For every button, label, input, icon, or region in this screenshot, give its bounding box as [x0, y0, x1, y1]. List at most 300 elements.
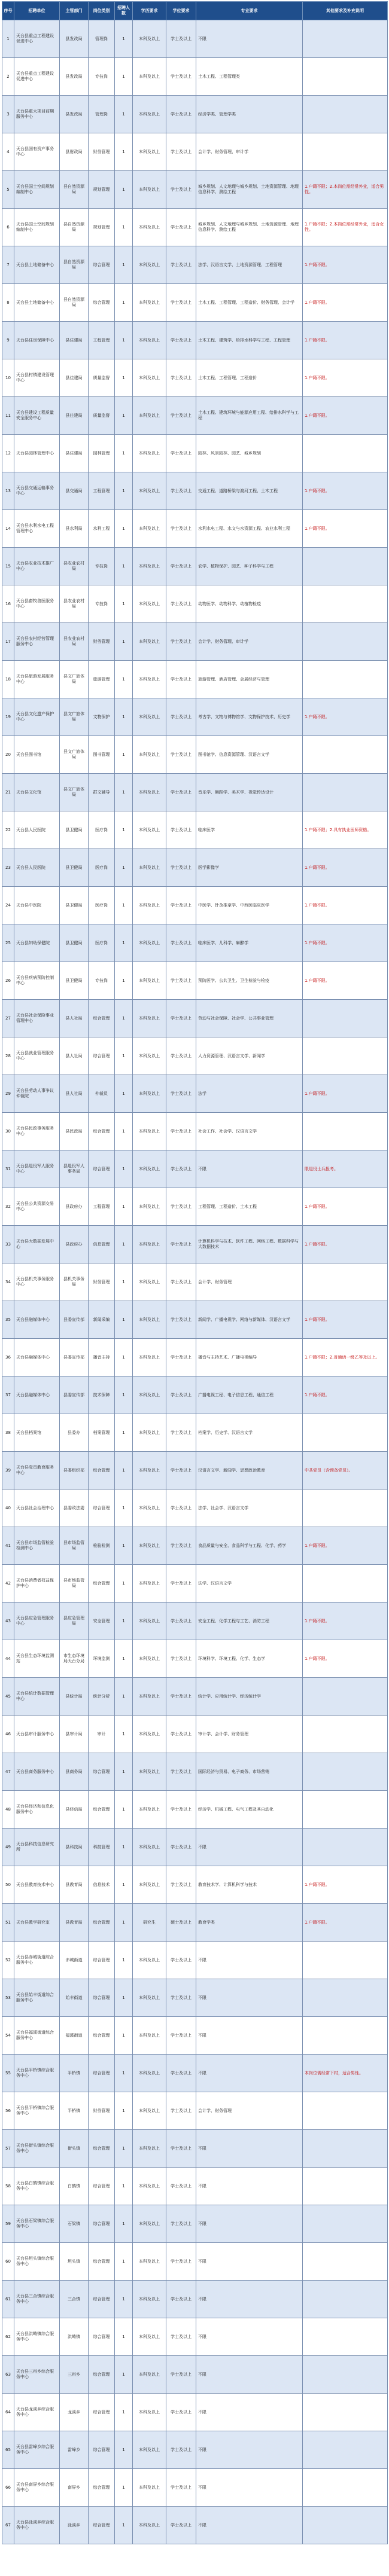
cell-dept: 县卫健局 — [60, 811, 89, 849]
cell-dept: 县人社局 — [60, 1075, 89, 1113]
cell-other: 1.户籍不限。 — [303, 510, 388, 548]
cell-degree: 学士及以上 — [166, 2092, 196, 2130]
cell-no: 25 — [2, 924, 14, 962]
cell-no: 4 — [2, 133, 14, 171]
cell-major: 法学、社会学、汉语言文学 — [196, 1490, 303, 1527]
cell-no: 26 — [2, 962, 14, 1000]
cell-major: 会计学、财务管理、审计学 — [196, 133, 303, 171]
cell-dept: 洪畴镇 — [60, 2318, 89, 2356]
cell-other: 中共党员（含预备党员）。 — [303, 1452, 388, 1490]
cell-unit: 天台县人民医院 — [14, 811, 60, 849]
cell-dept: 坦头镇 — [60, 2243, 89, 2281]
cell-unit: 天台县三州乡综合服务中心 — [14, 2356, 60, 2394]
cell-major: 教育学类 — [196, 1904, 303, 1942]
cell-count: 1 — [115, 887, 133, 924]
cell-dept: 泳溪乡 — [60, 2507, 89, 2544]
header-education: 学历要求 — [133, 2, 166, 20]
cell-category: 综合管理 — [89, 246, 115, 284]
cell-no: 46 — [2, 1716, 14, 1753]
cell-count: 1 — [115, 585, 133, 623]
table-row — [2, 1037, 388, 1075]
cell-dept: 县交通局 — [60, 472, 89, 510]
cell-education: 本科及以上 — [133, 1942, 166, 1979]
cell-dept: 县统计局 — [60, 1678, 89, 1716]
cell-major: 不限 — [196, 2168, 303, 2205]
cell-no: 59 — [2, 2205, 14, 2243]
cell-degree: 学士及以上 — [166, 1829, 196, 1866]
cell-other — [303, 2469, 388, 2507]
cell-unit: 天台县土地储备中心 — [14, 284, 60, 322]
cell-degree: 学士及以上 — [166, 1452, 196, 1490]
cell-education: 本科及以上 — [133, 2356, 166, 2394]
header-dept: 主管部门 — [60, 2, 89, 20]
cell-major: 土木工程、工程管理类 — [196, 58, 303, 96]
cell-degree: 学士及以上 — [166, 2356, 196, 2394]
header-major: 专业要求 — [196, 2, 303, 20]
table-row — [2, 1414, 388, 1452]
cell-unit: 天台县图书馆 — [14, 736, 60, 774]
cell-degree: 学士及以上 — [166, 1791, 196, 1829]
table-row — [2, 58, 388, 96]
cell-dept: 县委组织部 — [60, 1452, 89, 1490]
cell-major: 教育技术学、计算机科学与技术 — [196, 1866, 303, 1904]
cell-education: 本科及以上 — [133, 1037, 166, 1075]
cell-dept: 县政府办 — [60, 1226, 89, 1263]
table-row — [2, 1301, 388, 1339]
cell-major: 医学影像学 — [196, 849, 303, 887]
cell-other: 1.户籍不限。 — [303, 1188, 388, 1226]
cell-count: 1 — [115, 661, 133, 698]
cell-major: 不限 — [196, 2318, 303, 2356]
cell-no: 43 — [2, 1603, 14, 1640]
cell-dept: 县委办 — [60, 1414, 89, 1452]
table-row — [2, 887, 388, 924]
cell-other — [303, 2205, 388, 2243]
cell-no: 38 — [2, 1414, 14, 1452]
cell-degree: 学士及以上 — [166, 2055, 196, 2092]
cell-degree: 学士及以上 — [166, 20, 196, 58]
cell-major: 城乡规划、人文地理与城乡规划、土地资源管理、地理信息科学、测绘工程 — [196, 209, 303, 246]
cell-no: 22 — [2, 811, 14, 849]
cell-no: 67 — [2, 2507, 14, 2544]
cell-no: 31 — [2, 1150, 14, 1188]
table-row — [2, 1678, 388, 1716]
cell-degree: 学士及以上 — [166, 171, 196, 209]
cell-count: 1 — [115, 397, 133, 435]
cell-count: 1 — [115, 209, 133, 246]
cell-unit: 天台县教学研究室 — [14, 1904, 60, 1942]
cell-major: 不限 — [196, 2205, 303, 2243]
table-row — [2, 2130, 388, 2168]
cell-unit: 天台县平桥镇综合服务中心 — [14, 2092, 60, 2130]
cell-category: 检验检测 — [89, 1527, 115, 1565]
table-row — [2, 1000, 388, 1037]
cell-dept: 县民政局 — [60, 1113, 89, 1150]
cell-major: 食品质量与安全、食品科学与工程、化学、药学 — [196, 1527, 303, 1565]
cell-degree: 学士及以上 — [166, 2243, 196, 2281]
cell-unit: 天台县消费者权益保护中心 — [14, 1565, 60, 1603]
cell-count: 1 — [115, 2017, 133, 2055]
cell-major: 交通工程、道路桥梁与渡河工程、土木工程 — [196, 472, 303, 510]
cell-education: 本科及以上 — [133, 962, 166, 1000]
cell-major: 劳动与社会保障、社会学、公共事业管理 — [196, 1000, 303, 1037]
cell-unit: 天台县党员教育服务中心 — [14, 1452, 60, 1490]
cell-major: 审计学、会计学、财务管理 — [196, 1716, 303, 1753]
cell-education: 本科及以上 — [133, 698, 166, 736]
cell-major: 不限 — [196, 1979, 303, 2017]
table-row — [2, 96, 388, 133]
cell-count: 1 — [115, 510, 133, 548]
cell-other — [303, 2356, 388, 2394]
cell-category: 综合管理 — [89, 2055, 115, 2092]
cell-major: 法学、汉语言文学、土地资源管理、工程管理 — [196, 246, 303, 284]
cell-unit: 天台县泳溪乡综合服务中心 — [14, 2507, 60, 2544]
cell-major: 不限 — [196, 1829, 303, 1866]
table-row — [2, 2318, 388, 2356]
cell-count: 1 — [115, 623, 133, 661]
cell-other — [303, 548, 388, 585]
cell-other: 1.户籍不限；2.具有执业医师资格。 — [303, 811, 388, 849]
cell-other — [303, 1414, 388, 1452]
cell-no: 53 — [2, 1979, 14, 2017]
cell-major: 不限 — [196, 2055, 303, 2092]
cell-degree: 学士及以上 — [166, 1716, 196, 1753]
cell-unit: 天台县龙溪乡综合服务中心 — [14, 2394, 60, 2431]
cell-category: 财务管理 — [89, 1263, 115, 1301]
table-row — [2, 1603, 388, 1640]
cell-other — [303, 2318, 388, 2356]
cell-other — [303, 1942, 388, 1979]
cell-dept: 县文广旅体局 — [60, 698, 89, 736]
cell-unit: 天台县经济和信息化服务中心 — [14, 1791, 60, 1829]
table-row — [2, 2507, 388, 2544]
cell-dept: 白鹤镇 — [60, 2168, 89, 2205]
cell-other: 1.户籍不限。 — [303, 1603, 388, 1640]
cell-count: 1 — [115, 1301, 133, 1339]
table-row — [2, 2243, 388, 2281]
header-category: 岗位类别 — [89, 2, 115, 20]
cell-category: 群文辅导 — [89, 774, 115, 811]
cell-count: 1 — [115, 1263, 133, 1301]
table-row — [2, 1113, 388, 1150]
table-row — [2, 1226, 388, 1263]
cell-dept: 平桥镇 — [60, 2092, 89, 2130]
cell-category: 综合管理 — [89, 2431, 115, 2469]
cell-education: 本科及以上 — [133, 2168, 166, 2205]
table-row — [2, 284, 388, 322]
cell-count: 1 — [115, 2092, 133, 2130]
cell-category: 水利工程 — [89, 510, 115, 548]
cell-education: 本科及以上 — [133, 811, 166, 849]
cell-category: 综合管理 — [89, 1452, 115, 1490]
cell-no: 58 — [2, 2168, 14, 2205]
cell-count: 1 — [115, 2469, 133, 2507]
cell-degree: 学士及以上 — [166, 1226, 196, 1263]
cell-education: 本科及以上 — [133, 2243, 166, 2281]
cell-dept: 县住建局 — [60, 359, 89, 397]
cell-unit: 天台县融媒体中心 — [14, 1376, 60, 1414]
cell-no: 30 — [2, 1113, 14, 1150]
cell-major: 预防医学、公共卫生、卫生检验与检疫 — [196, 962, 303, 1000]
cell-count: 1 — [115, 2055, 133, 2092]
cell-dept: 市生态环境局天台分局 — [60, 1640, 89, 1678]
cell-category: 综合管理 — [89, 2168, 115, 2205]
cell-dept: 县卫健局 — [60, 887, 89, 924]
cell-major: 不限 — [196, 2281, 303, 2318]
cell-unit: 天台县交通运输事务中心 — [14, 472, 60, 510]
cell-major: 临床医学 — [196, 811, 303, 849]
cell-major: 广播电视工程、电子信息工程、通信工程 — [196, 1376, 303, 1414]
cell-count: 1 — [115, 1452, 133, 1490]
cell-degree: 学士及以上 — [166, 2507, 196, 2544]
cell-count: 1 — [115, 2431, 133, 2469]
cell-degree: 学士及以上 — [166, 585, 196, 623]
table-row — [2, 435, 388, 472]
cell-education: 本科及以上 — [133, 774, 166, 811]
cell-count: 1 — [115, 96, 133, 133]
cell-major: 动物医学、动物科学、动植物检疫 — [196, 585, 303, 623]
cell-category: 综合管理 — [89, 2394, 115, 2431]
cell-major: 会计学、财务管理 — [196, 2092, 303, 2130]
cell-count: 1 — [115, 2356, 133, 2394]
cell-other: 1.户籍不限。 — [303, 849, 388, 887]
cell-education: 本科及以上 — [133, 623, 166, 661]
cell-category: 新闻采编 — [89, 1301, 115, 1339]
table-row — [2, 2356, 388, 2394]
cell-no: 45 — [2, 1678, 14, 1716]
cell-degree: 学士及以上 — [166, 1037, 196, 1075]
cell-count: 1 — [115, 1414, 133, 1452]
cell-education: 本科及以上 — [133, 887, 166, 924]
cell-no: 34 — [2, 1263, 14, 1301]
cell-unit: 天台县教育技术中心 — [14, 1866, 60, 1904]
cell-dept: 县退役军人事务局 — [60, 1150, 89, 1188]
cell-no: 61 — [2, 2281, 14, 2318]
cell-other — [303, 2092, 388, 2130]
cell-education: 本科及以上 — [133, 2394, 166, 2431]
cell-no: 57 — [2, 2130, 14, 2168]
cell-count: 1 — [115, 2318, 133, 2356]
cell-degree: 学士及以上 — [166, 435, 196, 472]
table-row — [2, 1716, 388, 1753]
cell-no: 12 — [2, 435, 14, 472]
cell-other: 1.户籍不限。 — [303, 322, 388, 359]
cell-education: 本科及以上 — [133, 2281, 166, 2318]
cell-unit: 天台县平桥镇综合服务中心 — [14, 2055, 60, 2092]
cell-major: 土木工程、建筑环境与能源应用工程、给排水科学与工程 — [196, 397, 303, 435]
cell-count: 1 — [115, 1640, 133, 1678]
cell-unit: 天台县建设工程质量安全服务中心 — [14, 397, 60, 435]
cell-count: 1 — [115, 811, 133, 849]
cell-degree: 学士及以上 — [166, 209, 196, 246]
cell-category: 安全管理 — [89, 1603, 115, 1640]
cell-dept: 县财政局 — [60, 133, 89, 171]
table-row — [2, 1753, 388, 1791]
table-row — [2, 736, 388, 774]
cell-unit: 天台县劳动人事争议仲裁院 — [14, 1075, 60, 1113]
cell-dept: 街头镇 — [60, 2130, 89, 2168]
cell-dept: 南屏乡 — [60, 2469, 89, 2507]
cell-degree: 学士及以上 — [166, 1490, 196, 1527]
cell-other — [303, 2017, 388, 2055]
table-row — [2, 1339, 388, 1376]
cell-other — [303, 96, 388, 133]
table-row — [2, 1150, 388, 1188]
table-row — [2, 246, 388, 284]
cell-degree: 学士及以上 — [166, 359, 196, 397]
cell-degree: 学士及以上 — [166, 2130, 196, 2168]
cell-no: 7 — [2, 246, 14, 284]
cell-dept: 县农业农村局 — [60, 548, 89, 585]
cell-major: 法学、汉语言文学 — [196, 1565, 303, 1603]
header-unit: 招聘单位 — [14, 2, 60, 20]
cell-education: 本科及以上 — [133, 1150, 166, 1188]
cell-count: 1 — [115, 58, 133, 96]
cell-category: 综合管理 — [89, 1979, 115, 2017]
cell-education: 本科及以上 — [133, 322, 166, 359]
cell-dept: 平桥镇 — [60, 2055, 89, 2092]
cell-dept: 县住建局 — [60, 322, 89, 359]
cell-unit: 天台县生态环境监测站 — [14, 1640, 60, 1678]
cell-category: 专技岗 — [89, 962, 115, 1000]
cell-no: 32 — [2, 1188, 14, 1226]
table-row — [2, 1640, 388, 1678]
table-row — [2, 397, 388, 435]
cell-unit: 天台县土地储备中心 — [14, 246, 60, 284]
cell-dept: 雷峰乡 — [60, 2431, 89, 2469]
cell-other: 1.户籍不限。 — [303, 924, 388, 962]
cell-category: 质量监督 — [89, 397, 115, 435]
cell-category: 仲裁员 — [89, 1075, 115, 1113]
cell-unit: 天台县民政事务服务中心 — [14, 1113, 60, 1150]
cell-dept: 三州乡 — [60, 2356, 89, 2394]
cell-category: 档案管理 — [89, 1414, 115, 1452]
table-row — [2, 2168, 388, 2205]
table-row — [2, 2431, 388, 2469]
cell-unit: 天台县农业技术推广中心 — [14, 548, 60, 585]
cell-unit: 天台县畜牧兽医服务中心 — [14, 585, 60, 623]
cell-major: 新闻学、广播电视学、网络与新媒体、汉语言文学 — [196, 1301, 303, 1339]
cell-education: 本科及以上 — [133, 472, 166, 510]
table-row — [2, 1263, 388, 1301]
cell-unit: 天台县档案馆 — [14, 1414, 60, 1452]
table-row — [2, 2205, 388, 2243]
cell-other: 1.户籍不限。 — [303, 1301, 388, 1339]
cell-category: 综合管理 — [89, 1565, 115, 1603]
cell-no: 37 — [2, 1376, 14, 1414]
cell-major: 音乐学、舞蹈学、美术学、视觉传达设计 — [196, 774, 303, 811]
cell-major: 不限 — [196, 2394, 303, 2431]
cell-dept: 县委政法委 — [60, 1490, 89, 1527]
cell-major: 不限 — [196, 2017, 303, 2055]
cell-category: 旅游管理 — [89, 661, 115, 698]
cell-no: 13 — [2, 472, 14, 510]
cell-major: 水利水电工程、水文与水资源工程、农业水利工程 — [196, 510, 303, 548]
cell-category: 环境监测 — [89, 1640, 115, 1678]
cell-no: 64 — [2, 2394, 14, 2431]
cell-degree: 硕士及以上 — [166, 1904, 196, 1942]
cell-category: 信息技术 — [89, 1866, 115, 1904]
cell-unit: 天台县始丰街道综合服务中心 — [14, 1979, 60, 2017]
cell-dept: 县卫健局 — [60, 849, 89, 887]
cell-degree: 学士及以上 — [166, 1188, 196, 1226]
cell-education: 本科及以上 — [133, 2431, 166, 2469]
cell-other: 1.户籍不限；2.普通话一级乙等及以上。 — [303, 1339, 388, 1376]
cell-dept: 县市场监管局 — [60, 1527, 89, 1565]
cell-degree: 学士及以上 — [166, 1150, 196, 1188]
cell-category: 综合管理 — [89, 1150, 115, 1188]
cell-unit: 天台县白鹤镇综合服务中心 — [14, 2168, 60, 2205]
cell-no: 29 — [2, 1075, 14, 1113]
cell-degree: 学士及以上 — [166, 548, 196, 585]
cell-education: 本科及以上 — [133, 1678, 166, 1716]
cell-count: 1 — [115, 246, 133, 284]
table-row — [2, 849, 388, 887]
cell-count: 1 — [115, 548, 133, 585]
cell-count: 1 — [115, 171, 133, 209]
cell-education: 本科及以上 — [133, 246, 166, 284]
cell-education: 本科及以上 — [133, 284, 166, 322]
table-row — [2, 2469, 388, 2507]
cell-dept: 县委宣传部 — [60, 1376, 89, 1414]
cell-count: 1 — [115, 2281, 133, 2318]
cell-count: 1 — [115, 1791, 133, 1829]
cell-unit: 天台县科技信息研究所 — [14, 1829, 60, 1866]
cell-count: 1 — [115, 359, 133, 397]
cell-category: 管理岗 — [89, 96, 115, 133]
cell-unit: 天台县融媒体中心 — [14, 1339, 60, 1376]
cell-degree: 学士及以上 — [166, 1942, 196, 1979]
cell-category: 播音主持 — [89, 1339, 115, 1376]
cell-count: 1 — [115, 2394, 133, 2431]
cell-education: 本科及以上 — [133, 435, 166, 472]
cell-major: 计算机科学与技术、软件工程、网络工程、数据科学与大数据技术 — [196, 1226, 303, 1263]
cell-education: 本科及以上 — [133, 2055, 166, 2092]
cell-dept: 县审计局 — [60, 1716, 89, 1753]
cell-count: 1 — [115, 1339, 133, 1376]
cell-major: 经济学、机械工程、电气工程及其自动化 — [196, 1791, 303, 1829]
cell-dept: 县经信局 — [60, 1791, 89, 1829]
cell-other: 1.户籍不限。 — [303, 1904, 388, 1942]
cell-dept: 县发改局 — [60, 96, 89, 133]
cell-unit: 天台县文化遗产保护中心 — [14, 698, 60, 736]
cell-degree: 学士及以上 — [166, 736, 196, 774]
cell-degree: 学士及以上 — [166, 887, 196, 924]
cell-unit: 天台县退役军人服务中心 — [14, 1150, 60, 1188]
header-other: 其他要求及补充说明 — [303, 2, 388, 20]
cell-degree: 学士及以上 — [166, 1565, 196, 1603]
cell-education: 本科及以上 — [133, 1452, 166, 1490]
cell-degree: 学士及以上 — [166, 510, 196, 548]
table-row — [2, 623, 388, 661]
cell-no: 54 — [2, 2017, 14, 2055]
cell-no: 15 — [2, 548, 14, 585]
cell-category: 综合管理 — [89, 1791, 115, 1829]
cell-dept: 县发改局 — [60, 20, 89, 58]
cell-other: 1.户籍不限。 — [303, 962, 388, 1000]
cell-degree: 学士及以上 — [166, 849, 196, 887]
cell-other: 1.户籍不限。 — [303, 1226, 388, 1263]
cell-count: 1 — [115, 1979, 133, 2017]
cell-degree: 学士及以上 — [166, 1000, 196, 1037]
cell-education: 本科及以上 — [133, 1226, 166, 1263]
cell-category: 综合管理 — [89, 2469, 115, 2507]
cell-education: 本科及以上 — [133, 1376, 166, 1414]
cell-education: 本科及以上 — [133, 1866, 166, 1904]
cell-degree: 学士及以上 — [166, 1640, 196, 1678]
cell-major: 安全工程、化学工程与工艺、消防工程 — [196, 1603, 303, 1640]
cell-education: 本科及以上 — [133, 1979, 166, 2017]
